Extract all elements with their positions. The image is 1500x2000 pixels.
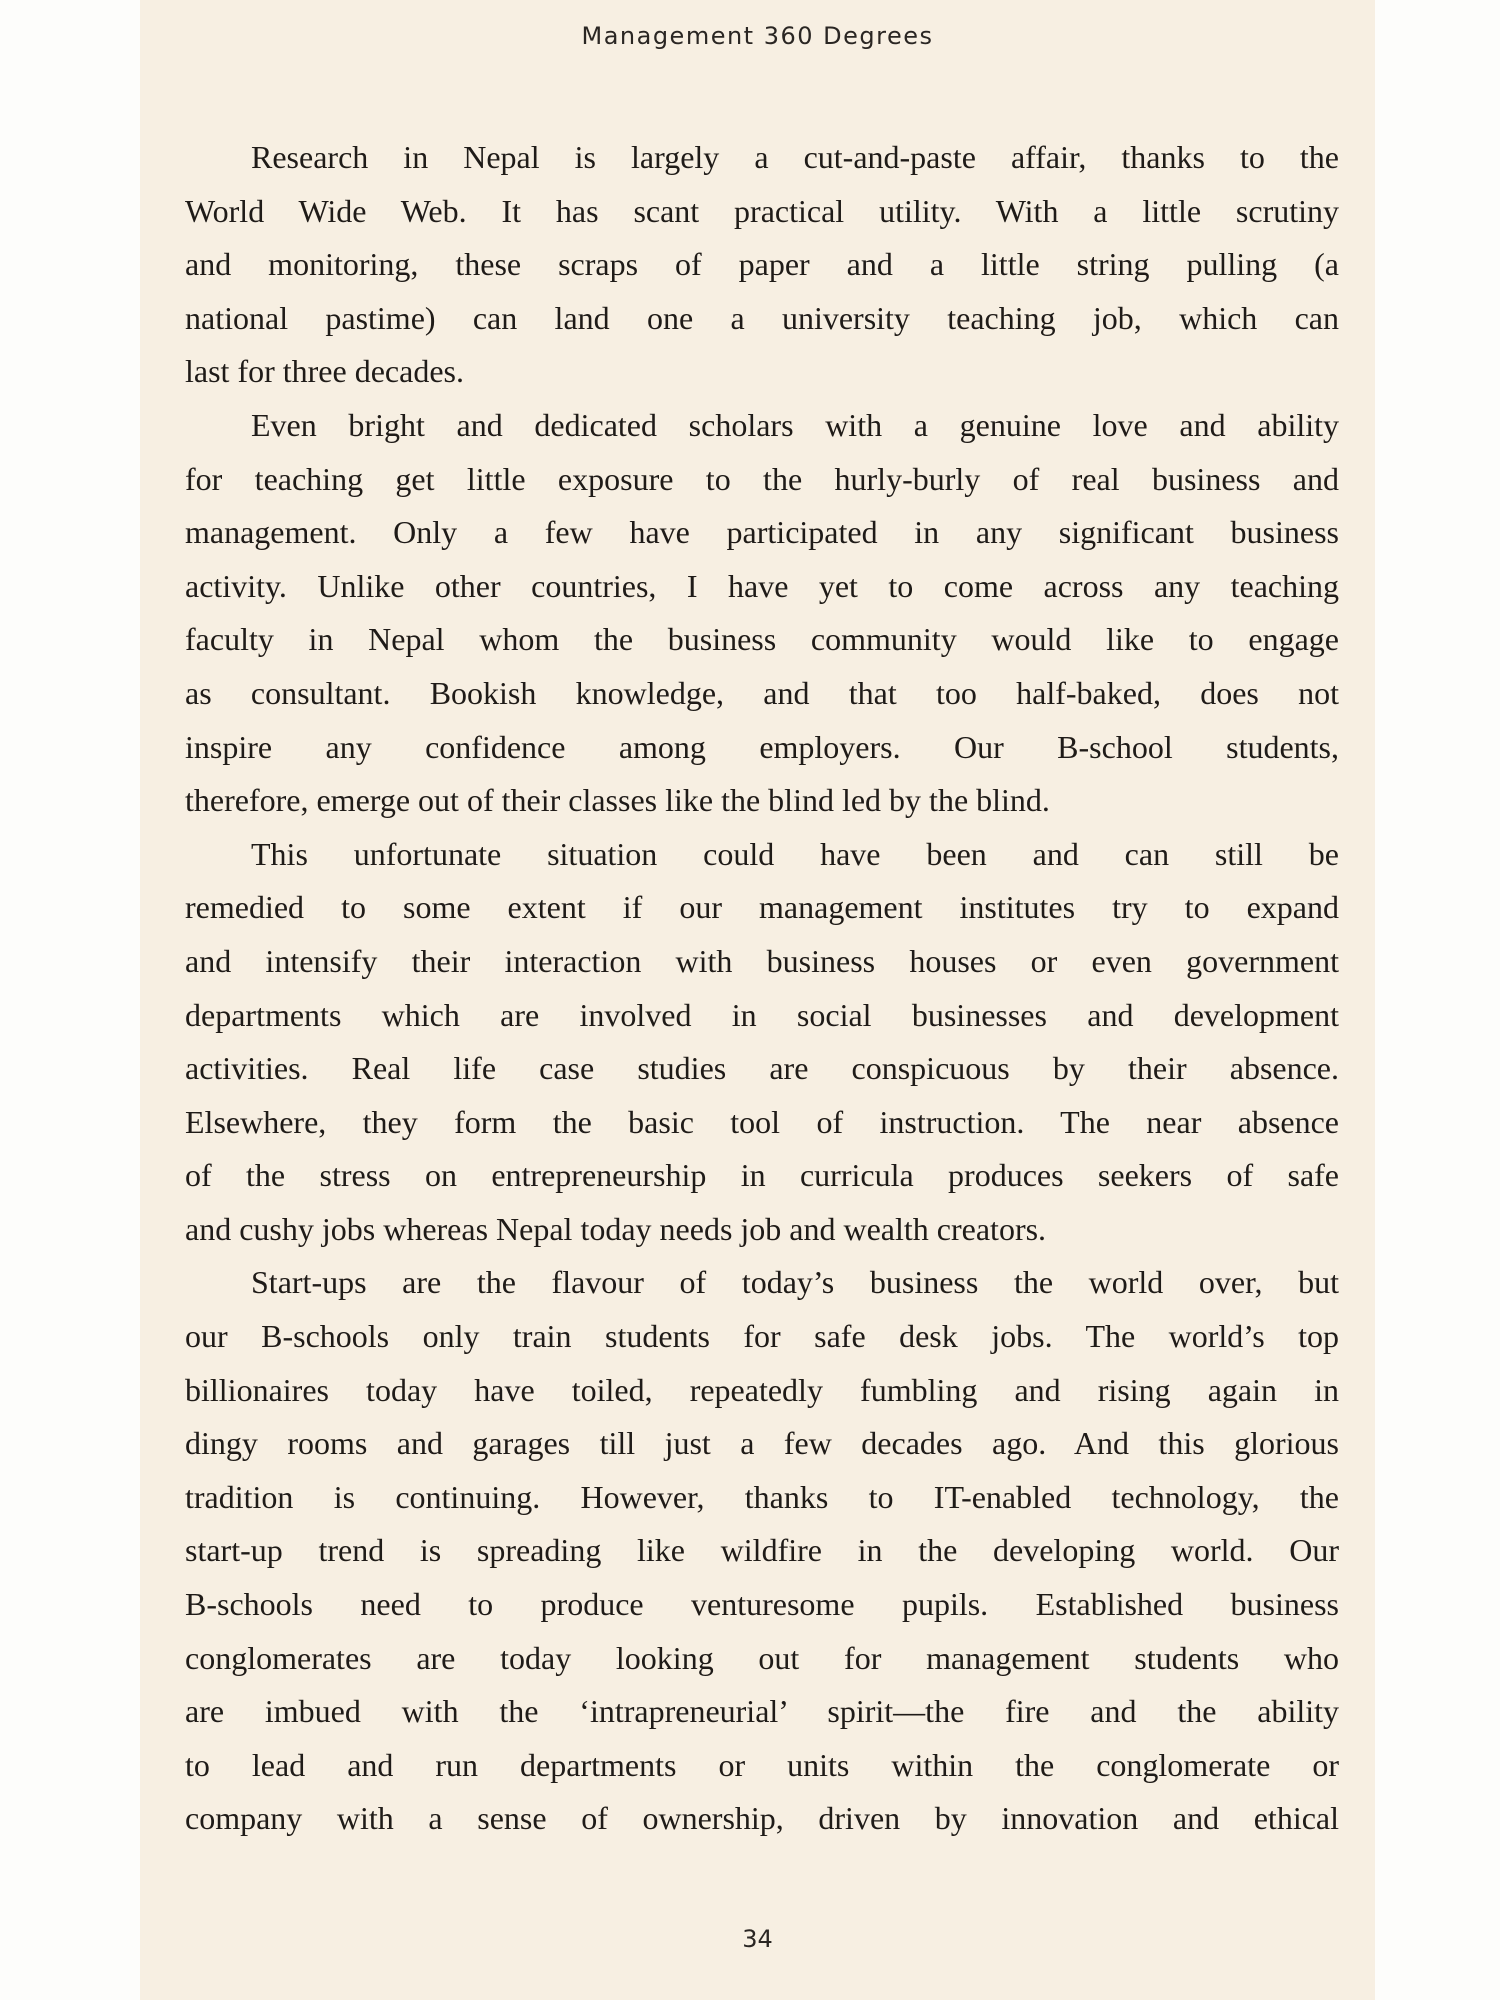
paragraph bbox=[185, 1256, 1339, 1846]
text-line: of the stress on entrepreneurship in curricula produces seekers of safe bbox=[185, 1157, 1339, 1194]
text-line: World Wide Web. It has scant practical utility. With a little scrutiny bbox=[185, 192, 1339, 229]
text-line: as consultant. Bookish knowledge, and that too half-baked, does not bbox=[185, 674, 1339, 711]
text-line: our B-schools only train students for safe desk jobs. The world’s top bbox=[185, 1318, 1339, 1355]
text-line: Even bright and dedicated scholars with a genuine love and ability bbox=[251, 406, 1339, 443]
text-line: conglomerates are today looking out for management students who bbox=[185, 1639, 1339, 1676]
text-line: remedied to some extent if our management institutes try to expand bbox=[185, 889, 1339, 926]
text-line: and monitoring, these scraps of paper and a little string pulling (a bbox=[185, 246, 1339, 283]
text-line: activity. Unlike other countries, I have yet to come across any teaching bbox=[185, 567, 1339, 604]
text-line: and cushy jobs whereas Nepal today needs job and wealth creators. bbox=[185, 1210, 1047, 1247]
page-number: 34 bbox=[742, 1925, 773, 1953]
book-page bbox=[140, 0, 1375, 2000]
text-line: Start-ups are the flavour of today’s business the world over, but bbox=[251, 1264, 1339, 1301]
text-line: billionaires today have toiled, repeatedly fumbling and rising again in bbox=[185, 1371, 1339, 1408]
text-line: Elsewhere, they form the basic tool of instruction. The near absence bbox=[185, 1103, 1339, 1140]
text-line: management. Only a few have participated in any significant business bbox=[185, 514, 1339, 551]
text-line: activities. Real life case studies are conspicuous by their absence. bbox=[185, 1050, 1339, 1087]
running-header: Management 360 Degrees bbox=[581, 22, 934, 50]
text-line: last for three decades. bbox=[185, 353, 464, 390]
text-line: dingy rooms and garages till just a few decades ago. And this glorious bbox=[185, 1425, 1339, 1462]
text-line: company with a sense of ownership, driven by innovation and ethical bbox=[185, 1800, 1339, 1837]
text-line: tradition is continuing. However, thanks to IT-enabled technology, the bbox=[185, 1478, 1339, 1515]
text-line: Research in Nepal is largely a cut-and-paste affair, thanks to the bbox=[251, 139, 1339, 175]
text-line: departments which are involved in social businesses and development bbox=[185, 996, 1339, 1033]
text-line: faculty in Nepal whom the business community would like to engage bbox=[185, 621, 1339, 658]
body-text bbox=[185, 131, 1339, 1846]
text-line: are imbued with the ‘intrapreneurial’ spirit—the fire and the ability bbox=[185, 1693, 1339, 1730]
text-line: and intensify their interaction with business houses or even government bbox=[185, 942, 1339, 979]
text-line: start-up trend is spreading like wildfire in the developing world. Our bbox=[185, 1532, 1339, 1569]
text-line: This unfortunate situation could have been and can still be bbox=[251, 835, 1339, 872]
paragraph bbox=[185, 828, 1339, 1257]
text-line: for teaching get little exposure to the hurly-burly of real business and bbox=[185, 460, 1339, 497]
text-line: national pastime) can land one a university teaching job, which can bbox=[185, 299, 1339, 336]
text-line: to lead and run departments or units within the conglomerate or bbox=[185, 1746, 1339, 1783]
paragraph bbox=[185, 399, 1339, 828]
text-line: B-schools need to produce venturesome pupils. Established business bbox=[185, 1586, 1339, 1623]
paragraph bbox=[185, 131, 1339, 399]
text-line: therefore, emerge out of their classes like the blind led by the blind. bbox=[185, 782, 1050, 819]
text-line: inspire any confidence among employers. Our B-school students, bbox=[185, 728, 1339, 765]
